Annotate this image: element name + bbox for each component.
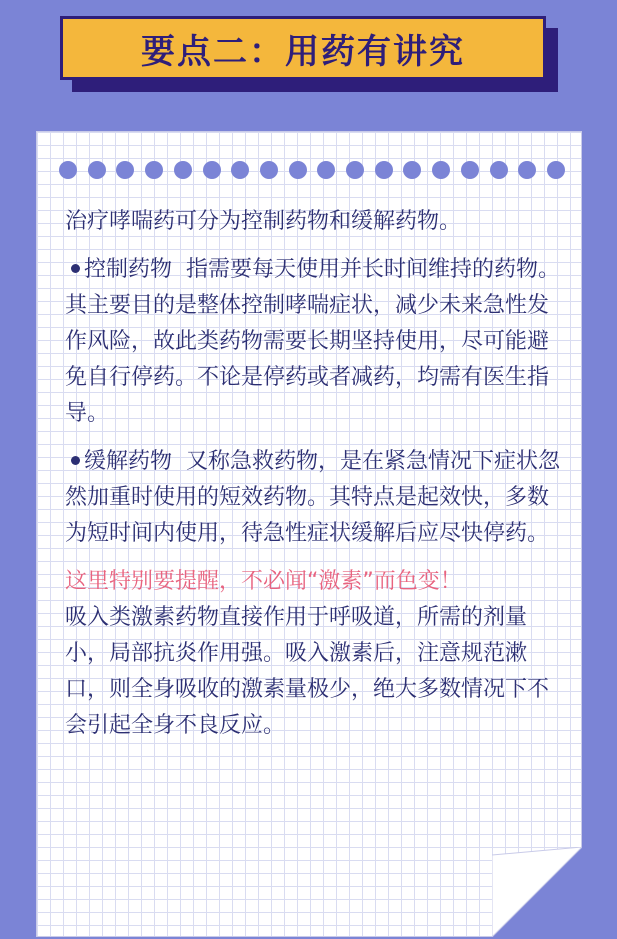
reliever-text: 又称急救药物，是在紧急情况下症状忽然加重时使用的短效药物。其特点是起效快，多数为短时间内使用，待急性症状缓解后应尽快停药。 xyxy=(65,449,561,546)
binding-hole xyxy=(375,161,393,179)
reminder-body: 吸入类激素药物直接作用于呼吸道，所需的剂量小，局部抗炎作用强。吸入激素后，注意规范漱口，则全身吸收的激素量极少，绝大多数情况下不会引起全身不良反应。 xyxy=(65,605,550,738)
binding-hole xyxy=(432,161,450,179)
binding-hole xyxy=(59,161,77,179)
binding-hole xyxy=(203,161,221,179)
controller-term: 控制药物 xyxy=(84,257,173,282)
notebook-paper xyxy=(36,131,582,937)
controller-text: 指需要每天使用并长时间维持的药物。其主要目的是整体控制哮喘症状，减少未来急性发作风险，故此类药物需要长期坚持使用，尽可能避免自行停药。不论是停药或者减药，均需有医生指导。 xyxy=(65,257,561,426)
binding-hole xyxy=(461,161,479,179)
binding-hole xyxy=(317,161,335,179)
binding-hole xyxy=(260,161,278,179)
binding-hole xyxy=(88,161,106,179)
page-title: 要点二：用药有讲究 xyxy=(141,31,465,72)
reminder-paragraph xyxy=(65,564,565,744)
reminder-headline: 这里特别要提醒，不必闻“激素”而色变！ xyxy=(65,569,462,594)
binding-hole xyxy=(518,161,536,179)
title-banner xyxy=(60,16,546,80)
reliever-paragraph xyxy=(65,444,565,552)
binding-hole xyxy=(403,161,421,179)
bullet-icon xyxy=(71,264,80,273)
page-curl-corner xyxy=(492,847,582,937)
controller-paragraph xyxy=(65,252,565,432)
binding-holes xyxy=(59,160,565,180)
binding-hole xyxy=(289,161,307,179)
intro-paragraph: 治疗哮喘药可分为控制药物和缓解药物。 xyxy=(65,209,462,234)
binding-hole xyxy=(490,161,508,179)
bullet-icon xyxy=(71,456,80,465)
binding-hole xyxy=(231,161,249,179)
binding-hole xyxy=(145,161,163,179)
binding-hole xyxy=(116,161,134,179)
binding-hole xyxy=(174,161,192,179)
binding-hole xyxy=(547,161,565,179)
reliever-term: 缓解药物 xyxy=(84,449,173,474)
binding-hole xyxy=(346,161,364,179)
article-body xyxy=(65,204,565,756)
